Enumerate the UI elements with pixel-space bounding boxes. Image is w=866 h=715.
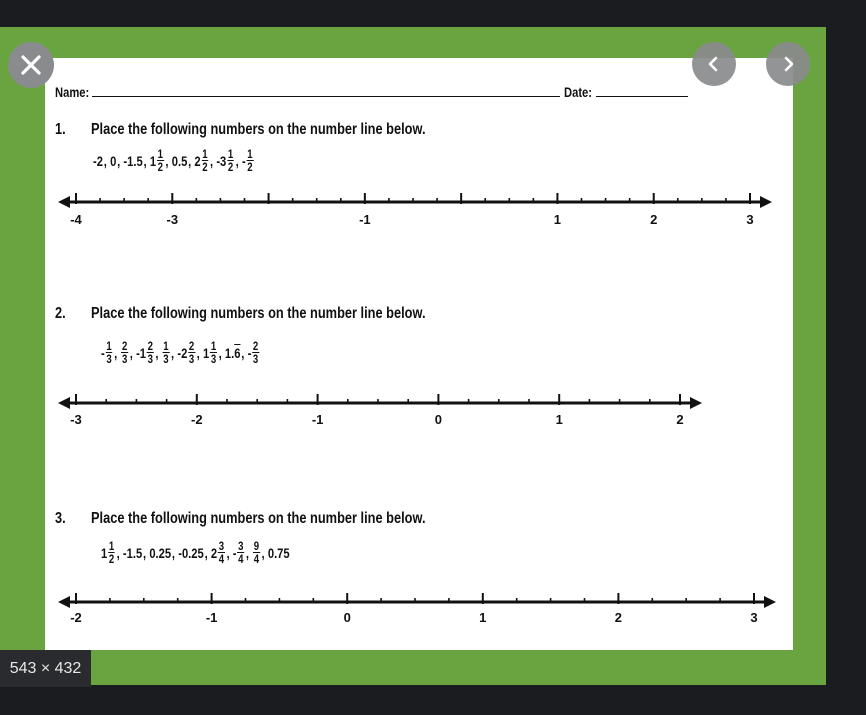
separator: ,: [171, 344, 175, 361]
fraction-denominator: 3: [252, 352, 259, 366]
fraction-numerator: 3: [238, 539, 244, 553]
number-whole: 1.: [224, 344, 235, 361]
number-whole: 2: [194, 152, 201, 169]
number-whole: 1: [101, 544, 108, 561]
separator: ,: [155, 344, 159, 361]
number-whole: 1: [149, 152, 157, 169]
fraction-numerator: 1: [210, 339, 217, 353]
question-1-number: 1.: [55, 121, 66, 138]
axis-tick-label: 2: [650, 212, 658, 227]
close-icon: [20, 54, 42, 76]
separator: ,: [171, 544, 176, 561]
fraction-numerator: 1: [247, 147, 253, 161]
previous-image-button[interactable]: [692, 42, 736, 86]
axis-tick-label: 3: [750, 610, 758, 625]
name-label: Name:: [55, 84, 90, 100]
number-whole: -1: [136, 344, 147, 361]
fraction-numerator: 1: [157, 147, 164, 161]
image-size-label: 543 × 432: [0, 650, 91, 687]
number-value: -2: [93, 152, 103, 169]
separator: ,: [114, 344, 118, 361]
separator: ,: [196, 344, 200, 361]
fraction-denominator: 4: [218, 552, 225, 566]
question-2-number: 2.: [55, 305, 66, 322]
axis-tick-label: 0: [434, 412, 443, 427]
fraction-denominator: 2: [227, 160, 234, 174]
number-whole: 1: [202, 344, 210, 361]
number-value: 0: [110, 152, 117, 169]
fraction-numerator: 1: [163, 339, 169, 353]
axis-tick-label: -4: [70, 212, 82, 227]
fraction-numerator: 1: [106, 339, 112, 353]
number-value: -0.25: [178, 544, 204, 561]
fraction-denominator: 3: [106, 352, 112, 366]
number-whole: -2: [177, 344, 188, 361]
number-value: 0.75: [267, 544, 290, 561]
axis-tick-label: -3: [166, 212, 179, 227]
close-button[interactable]: [8, 42, 54, 88]
separator: ,: [204, 544, 208, 561]
number-whole: -3: [216, 152, 227, 169]
next-image-button[interactable]: [766, 42, 810, 86]
fraction-numerator: 2: [188, 339, 195, 353]
fraction-numerator: 1: [202, 147, 208, 161]
separator: ,: [188, 152, 192, 169]
number-whole: -: [247, 344, 252, 361]
fraction-numerator: 2: [147, 339, 153, 353]
separator: ,: [226, 544, 230, 561]
fraction-denominator: 3: [122, 352, 128, 366]
chevron-left-icon: [705, 55, 723, 73]
fraction-numerator: 9: [253, 539, 260, 553]
axis-tick-label: 3: [746, 212, 754, 227]
axis-tick-label: -3: [70, 412, 82, 427]
separator: ,: [261, 544, 265, 561]
fraction-denominator: 2: [202, 160, 208, 174]
number-whole: 2: [210, 544, 218, 561]
question-1-prompt: Place the following numbers on the number line below.: [91, 121, 426, 138]
arrow-right: [764, 596, 776, 608]
question-3-prompt: Place the following numbers on the number line below.: [91, 510, 426, 527]
number-value: 0.25: [149, 544, 172, 561]
separator: ,: [143, 152, 147, 169]
fraction-numerator: 1: [108, 539, 115, 553]
separator: ,: [143, 544, 147, 561]
axis-tick-label: -2: [191, 412, 203, 427]
axis-tick-label: -1: [359, 212, 371, 227]
fraction-denominator: 2: [247, 160, 253, 174]
separator: ,: [245, 544, 249, 561]
question-3-number: 3.: [55, 510, 66, 527]
fraction-denominator: 4: [253, 552, 260, 566]
date-label: Date:: [564, 84, 593, 100]
fraction-denominator: 3: [163, 352, 169, 366]
separator: ,: [103, 152, 107, 169]
fraction-denominator: 3: [147, 352, 153, 366]
number-whole: -: [232, 544, 237, 561]
separator: ,: [129, 344, 133, 361]
fraction-denominator: 3: [188, 352, 195, 366]
fraction-denominator: 4: [238, 552, 244, 566]
number-value: -1.5: [123, 152, 143, 169]
axis-tick-label: 1: [553, 212, 562, 227]
axis-tick-label: -1: [311, 412, 324, 427]
separator: ,: [210, 152, 214, 169]
axis-tick-label: 2: [676, 412, 684, 427]
number-value: -1.5: [122, 544, 143, 561]
fraction-denominator: 2: [108, 552, 115, 566]
axis-tick-label: 1: [555, 412, 563, 427]
number-whole: -: [241, 152, 246, 169]
separator: ,: [235, 152, 239, 169]
axis-tick-label: 2: [614, 610, 623, 625]
fraction-denominator: 3: [210, 352, 217, 366]
fraction-numerator: 1: [227, 147, 234, 161]
separator: ,: [218, 344, 222, 361]
axis-tick-label: -1: [205, 610, 218, 625]
fraction-numerator: 2: [252, 339, 259, 353]
number-whole: -: [101, 344, 105, 361]
separator: ,: [241, 344, 245, 361]
fraction-denominator: 2: [157, 160, 164, 174]
arrow-left: [58, 596, 70, 608]
separator: ,: [117, 152, 121, 169]
repeating-digit: 6: [234, 344, 241, 361]
question-2-prompt: Place the following numbers on the number line below.: [91, 305, 426, 322]
axis-tick-label: -2: [70, 610, 82, 625]
fraction-numerator: 3: [218, 539, 225, 553]
axis-tick-label: 0: [343, 610, 351, 625]
separator: ,: [116, 544, 120, 561]
number-value: 0.5: [171, 152, 188, 169]
axis-tick-label: 1: [479, 610, 487, 625]
chevron-right-icon: [779, 55, 797, 73]
fraction-numerator: 2: [122, 339, 128, 353]
separator: ,: [165, 152, 169, 169]
